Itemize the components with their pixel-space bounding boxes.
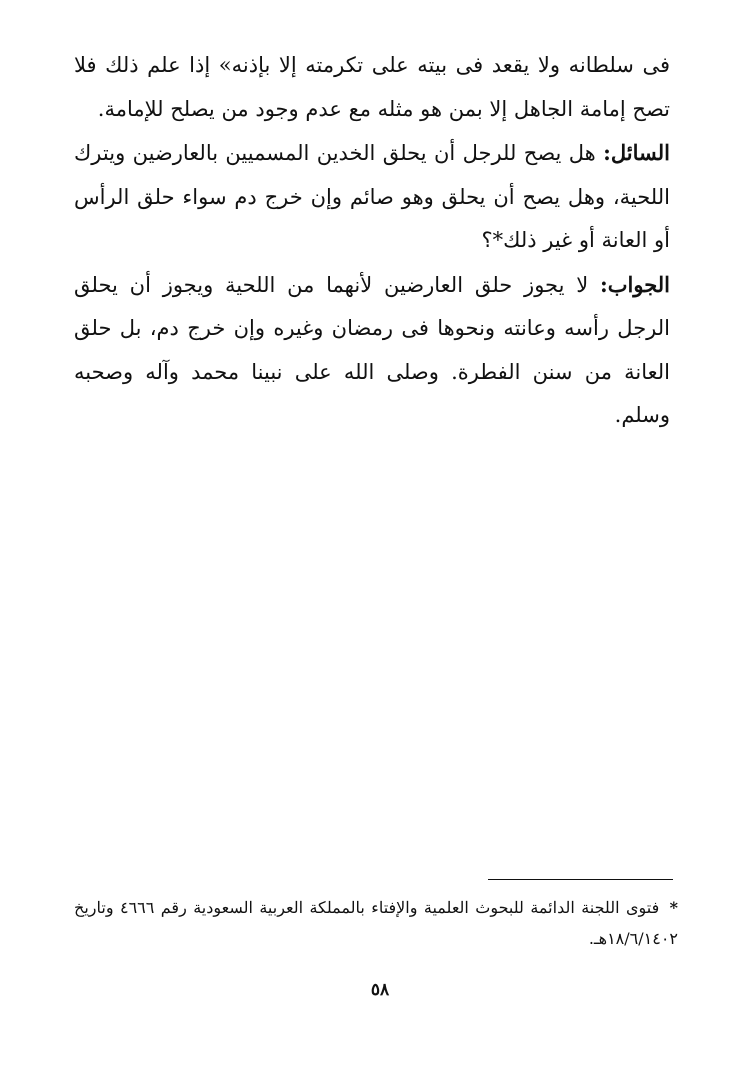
footnote bbox=[74, 892, 678, 954]
question-text: هل يصح للرجل أن يحلق الخدين المسميين بالعارضين ويترك اللحية، وهل يصح أن يحلق وهو صائم وإن خرج دم سواء حلق الرأس أو العانة أو غير ذلك*؟ bbox=[74, 141, 670, 252]
question-paragraph bbox=[74, 131, 670, 263]
answer-label: الجواب: bbox=[600, 271, 670, 297]
footnote-divider bbox=[488, 879, 673, 880]
opening-paragraph: فى سلطانه ولا يقعد فى بيته على تكرمته إلا بإذنه» إذا علم ذلك فلا تصح إمامة الجاهل إلا بمن هو مثله مع عدم وجود من يصلح للإمامة. bbox=[74, 53, 670, 121]
answer-text: لا يجوز حلق العارضين لأنهما من اللحية ويجوز أن يحلق الرجل رأسه وعانته ونحوها فى رمضان وغيره وإن خرج دم، بل حلق العانة من سنن الفطرة. وصلى الله على نبينا محمد وآله وصحبه وسلم. bbox=[74, 272, 670, 427]
footnote-text: فتوى اللجنة الدائمة للبحوث العلمية والإفتاء بالمملكة العربية السعودية رقم ٤٦٦٦ وتاريخ ١٨/٦/١٤٠٢هـ. bbox=[74, 898, 678, 948]
footnote-marker: * bbox=[669, 898, 679, 917]
main-text bbox=[74, 44, 670, 438]
question-label: السائل: bbox=[603, 140, 670, 165]
page-number: ٥٨ bbox=[370, 980, 390, 1000]
answer-paragraph bbox=[74, 263, 670, 438]
